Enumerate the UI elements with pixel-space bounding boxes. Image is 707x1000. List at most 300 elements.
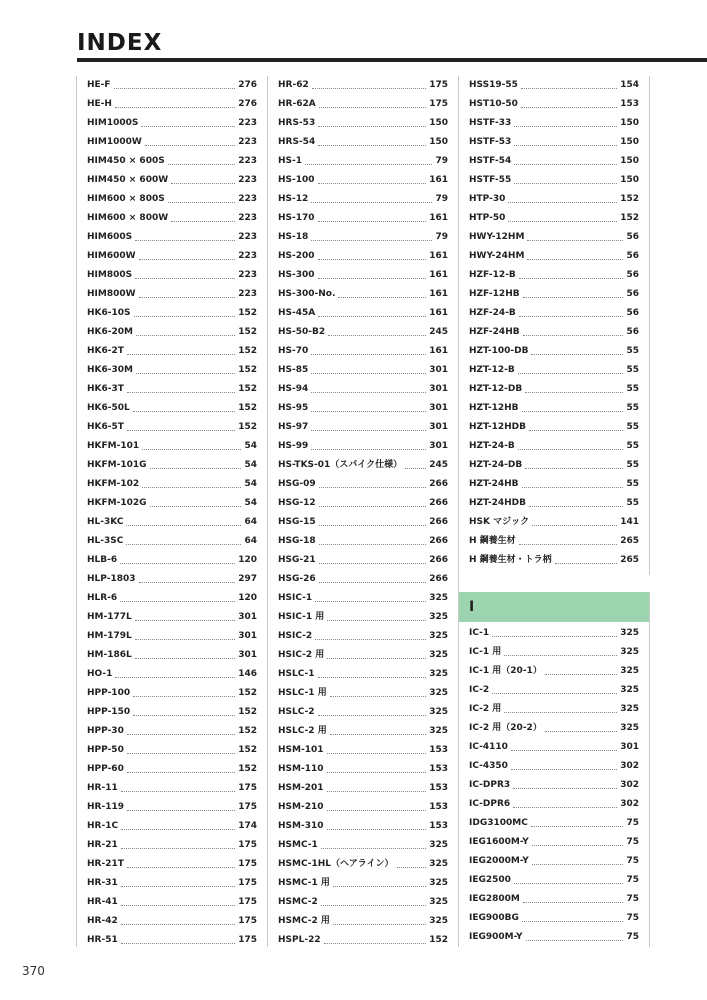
entry-name: HSK マジック — [469, 517, 530, 527]
dot-leader — [114, 88, 236, 89]
index-entry — [469, 757, 639, 776]
entry-name: HK6-50L — [87, 403, 130, 413]
entry-name: H 鋼養生材・トラ柄 — [469, 555, 552, 565]
entry-name: HPP-30 — [87, 726, 124, 736]
index-entry — [278, 342, 448, 361]
dot-leader — [136, 335, 235, 336]
entry-page-number: 175 — [429, 99, 448, 109]
index-entry — [87, 589, 257, 608]
dot-leader — [522, 411, 624, 412]
dot-leader — [127, 392, 235, 393]
index-entry — [469, 662, 639, 681]
index-entry — [469, 152, 639, 171]
dot-leader — [330, 734, 427, 735]
entry-page-number: 75 — [626, 875, 639, 885]
entry-name: HSG-21 — [278, 555, 316, 565]
entry-page-number: 223 — [238, 270, 257, 280]
entry-page-number: 55 — [626, 403, 639, 413]
entry-page-number: 56 — [626, 289, 639, 299]
entry-list — [87, 76, 257, 950]
dot-leader — [115, 677, 235, 678]
dot-leader — [318, 715, 427, 716]
entry-name: HSM-310 — [278, 821, 324, 831]
index-entry — [87, 133, 257, 152]
dot-leader — [311, 202, 432, 203]
index-entry — [278, 760, 448, 779]
dot-leader — [519, 316, 624, 317]
dot-leader — [514, 883, 624, 884]
entry-page-number: 150 — [620, 137, 639, 147]
index-entry — [87, 703, 257, 722]
entry-page-number: 55 — [626, 422, 639, 432]
index-entry — [469, 719, 639, 738]
entry-page-number: 325 — [429, 878, 448, 888]
entry-name: IC-1 用 — [469, 647, 502, 657]
dot-leader — [135, 240, 235, 241]
dot-leader — [508, 202, 617, 203]
entry-name: HR-42 — [87, 916, 118, 926]
index-entry — [278, 912, 448, 931]
dot-leader — [311, 449, 426, 450]
entry-page-number: 266 — [429, 479, 448, 489]
entry-page-number: 55 — [626, 365, 639, 375]
dot-leader — [514, 164, 617, 165]
index-entry — [469, 171, 639, 190]
entry-page-number: 152 — [238, 688, 257, 698]
entry-name: HIM600S — [87, 232, 133, 242]
entry-name: IC-1 用（20-1） — [469, 666, 542, 676]
entry-name: HKFM-102G — [87, 498, 147, 508]
dot-leader — [321, 905, 426, 906]
entry-page-number: 152 — [238, 403, 257, 413]
index-entry — [278, 418, 448, 437]
dot-leader — [121, 848, 235, 849]
index-entry — [278, 608, 448, 627]
dot-leader — [525, 392, 623, 393]
index-entry — [278, 779, 448, 798]
index-entry — [87, 817, 257, 836]
index-entry — [87, 380, 257, 399]
entry-page-number: 153 — [620, 99, 639, 109]
index-entry — [278, 76, 448, 95]
dot-leader — [311, 392, 426, 393]
entry-page-number: 223 — [238, 194, 257, 204]
entry-page-number: 152 — [238, 384, 257, 394]
entry-name: HIM450 × 600S — [87, 156, 165, 166]
entry-page-number: 153 — [429, 783, 448, 793]
entry-page-number: 325 — [429, 726, 448, 736]
index-entry — [278, 285, 448, 304]
entry-page-number: 325 — [620, 685, 639, 695]
entry-page-number: 223 — [238, 251, 257, 261]
dot-leader — [527, 259, 623, 260]
index-entry — [87, 228, 257, 247]
dot-leader — [127, 354, 235, 355]
index-entry — [469, 266, 639, 285]
entry-page-number: 175 — [238, 859, 257, 869]
index-entry — [278, 475, 448, 494]
entry-page-number: 245 — [429, 327, 448, 337]
dot-leader — [519, 544, 618, 545]
index-entry — [87, 513, 257, 532]
entry-page-number: 223 — [238, 213, 257, 223]
entry-name: HS-300 — [278, 270, 315, 280]
entry-name: HSM-101 — [278, 745, 324, 755]
entry-page-number: 325 — [429, 650, 448, 660]
entry-name: HSLC-1 用 — [278, 688, 327, 698]
index-entry — [87, 95, 257, 114]
index-entry — [87, 494, 257, 513]
index-entry — [87, 209, 257, 228]
entry-page-number: 79 — [435, 232, 448, 242]
index-entry — [278, 589, 448, 608]
entry-page-number: 152 — [238, 422, 257, 432]
index-entry — [278, 95, 448, 114]
index-entry — [469, 285, 639, 304]
dot-leader — [311, 430, 426, 431]
entry-name: HL-3KC — [87, 517, 124, 527]
entry-name: HST10-50 — [469, 99, 518, 109]
dot-leader — [511, 750, 617, 751]
entry-name: HM-179L — [87, 631, 132, 641]
dot-leader — [492, 636, 617, 637]
entry-name: HR-31 — [87, 878, 118, 888]
dot-leader — [526, 940, 624, 941]
dot-leader — [305, 164, 432, 165]
dot-leader — [529, 430, 623, 431]
entry-page-number: 174 — [238, 821, 257, 831]
entry-name: HM-186L — [87, 650, 132, 660]
index-entry — [278, 228, 448, 247]
index-entry — [278, 570, 448, 589]
entry-name: HS-70 — [278, 346, 309, 356]
dot-leader — [135, 278, 235, 279]
dot-leader — [145, 145, 235, 146]
index-entry — [87, 570, 257, 589]
entry-name: IEG2500 — [469, 875, 511, 885]
entry-page-number: 325 — [429, 840, 448, 850]
entry-name: HWY-24HM — [469, 251, 525, 261]
dot-leader — [514, 126, 617, 127]
entry-page-number: 301 — [238, 612, 257, 622]
index-entry — [87, 266, 257, 285]
dot-leader — [319, 582, 427, 583]
index-column-i-section — [458, 592, 650, 947]
index-entry — [87, 114, 257, 133]
dot-leader — [318, 126, 426, 127]
entry-name: HR-21T — [87, 859, 124, 869]
dot-leader — [319, 563, 427, 564]
index-entry — [87, 247, 257, 266]
dot-leader — [513, 807, 617, 808]
entry-page-number: 223 — [238, 232, 257, 242]
index-entry — [278, 855, 448, 874]
entry-name: HS-45A — [278, 308, 316, 318]
index-entry — [469, 342, 639, 361]
index-entry — [469, 738, 639, 757]
entry-page-number: 153 — [429, 764, 448, 774]
index-entry — [87, 893, 257, 912]
entry-page-number: 266 — [429, 574, 448, 584]
index-entry — [87, 760, 257, 779]
dot-leader — [311, 240, 432, 241]
dot-leader — [120, 563, 235, 564]
entry-name: HS-97 — [278, 422, 309, 432]
entry-page-number: 325 — [429, 859, 448, 869]
entry-page-number: 56 — [626, 251, 639, 261]
entry-name: HSIC-1 — [278, 593, 313, 603]
dot-leader — [518, 373, 624, 374]
dot-leader — [519, 278, 624, 279]
entry-name: IEG900BG — [469, 913, 519, 923]
entry-name: IDG3100MC — [469, 818, 528, 828]
entry-name: IC-2 用（20-2） — [469, 723, 542, 733]
index-entry — [278, 741, 448, 760]
entry-page-number: 75 — [626, 913, 639, 923]
entry-name: HIM800W — [87, 289, 136, 299]
entry-name: HIM600 × 800S — [87, 194, 165, 204]
entry-name: HSLC-2 — [278, 707, 315, 717]
dot-leader — [120, 601, 235, 602]
entry-page-number: 120 — [238, 593, 257, 603]
entry-page-number: 153 — [429, 745, 448, 755]
index-entry — [87, 171, 257, 190]
dot-leader — [168, 164, 236, 165]
entry-name: HR-41 — [87, 897, 118, 907]
entry-page-number: 325 — [620, 628, 639, 638]
entry-page-number: 79 — [435, 194, 448, 204]
entry-page-number: 56 — [626, 308, 639, 318]
entry-name: HWY-12HM — [469, 232, 525, 242]
entry-name: HSG-09 — [278, 479, 316, 489]
index-entry — [278, 190, 448, 209]
entry-page-number: 64 — [244, 517, 257, 527]
entry-name: HZT-12-B — [469, 365, 515, 375]
entry-page-number: 266 — [429, 536, 448, 546]
entry-page-number: 54 — [244, 479, 257, 489]
index-entry — [469, 795, 639, 814]
dot-leader — [327, 753, 427, 754]
entry-page-number: 152 — [238, 365, 257, 375]
entry-name: HRS-53 — [278, 118, 316, 128]
index-entry — [87, 342, 257, 361]
dot-leader — [150, 468, 242, 469]
dot-leader — [134, 316, 236, 317]
index-entry — [469, 551, 639, 570]
dot-leader — [126, 544, 241, 545]
dot-leader — [327, 829, 427, 830]
dot-leader — [127, 753, 235, 754]
entry-page-number: 141 — [620, 517, 639, 527]
dot-leader — [522, 487, 624, 488]
dot-leader — [142, 487, 241, 488]
dot-leader — [523, 335, 624, 336]
index-entry — [87, 684, 257, 703]
index-entry — [469, 852, 639, 871]
entry-name: HS-94 — [278, 384, 309, 394]
dot-leader — [171, 183, 235, 184]
dot-leader — [126, 525, 241, 526]
entry-name: IC-DPR6 — [469, 799, 511, 809]
entry-page-number: 152 — [238, 308, 257, 318]
entry-name: HR-1C — [87, 821, 119, 831]
entry-page-number: 266 — [429, 555, 448, 565]
entry-page-number: 325 — [620, 647, 639, 657]
index-entry — [87, 152, 257, 171]
entry-page-number: 297 — [238, 574, 257, 584]
index-entry — [278, 665, 448, 684]
dot-leader — [327, 658, 426, 659]
entry-name: HSMC-1 用 — [278, 878, 330, 888]
entry-name: HS-12 — [278, 194, 309, 204]
index-entry — [469, 833, 639, 852]
entry-page-number: 146 — [238, 669, 257, 679]
entry-page-number: 56 — [626, 232, 639, 242]
entry-page-number: 152 — [238, 745, 257, 755]
entry-page-number: 56 — [626, 270, 639, 280]
entry-name: HPP-100 — [87, 688, 131, 698]
index-entry — [278, 684, 448, 703]
entry-name: HSG-18 — [278, 536, 316, 546]
entry-name: HSTF-55 — [469, 175, 512, 185]
entry-name: HIM800S — [87, 270, 133, 280]
entry-page-number: 54 — [244, 460, 257, 470]
entry-name: HSLC-1 — [278, 669, 315, 679]
section-header-i: I — [459, 592, 649, 622]
dot-leader — [127, 734, 235, 735]
dot-leader — [514, 183, 617, 184]
dot-leader — [532, 525, 617, 526]
dot-leader — [328, 335, 426, 336]
index-entry — [278, 152, 448, 171]
entry-page-number: 150 — [620, 175, 639, 185]
dot-leader — [127, 810, 235, 811]
dot-leader — [318, 145, 426, 146]
dot-leader — [319, 544, 427, 545]
dot-leader — [139, 297, 236, 298]
entry-page-number: 276 — [238, 80, 257, 90]
entry-page-number: 152 — [238, 764, 257, 774]
entry-name: HS-50-B2 — [278, 327, 326, 337]
dot-leader — [518, 449, 624, 450]
entry-name: HO-1 — [87, 669, 113, 679]
dot-leader — [142, 449, 241, 450]
dot-leader — [508, 221, 617, 222]
dot-leader — [523, 297, 624, 298]
entry-page-number: 175 — [238, 916, 257, 926]
entry-name: HIM600W — [87, 251, 136, 261]
entry-page-number: 223 — [238, 137, 257, 147]
entry-page-number: 325 — [429, 897, 448, 907]
entry-name: HKFM-101G — [87, 460, 147, 470]
entry-page-number: 325 — [429, 669, 448, 679]
index-entry — [278, 703, 448, 722]
index-entry — [469, 114, 639, 133]
dot-leader — [397, 867, 427, 868]
entry-name: HL-3SC — [87, 536, 124, 546]
entry-name: HZF-12HB — [469, 289, 520, 299]
entry-name: HSM-110 — [278, 764, 324, 774]
entry-name: HM-177L — [87, 612, 132, 622]
index-entry — [87, 608, 257, 627]
entry-name: HSTF-54 — [469, 156, 512, 166]
index-entry — [87, 399, 257, 418]
dot-leader — [513, 788, 617, 789]
index-entry — [469, 909, 639, 928]
index-entry — [87, 874, 257, 893]
entry-page-number: 175 — [238, 897, 257, 907]
entry-name: IEG1600M-Y — [469, 837, 529, 847]
index-entry — [87, 285, 257, 304]
entry-name: HSMC-1 — [278, 840, 318, 850]
dot-leader — [127, 430, 235, 431]
entry-name: HK6-2T — [87, 346, 124, 356]
entry-page-number: 75 — [626, 856, 639, 866]
dot-leader — [327, 791, 427, 792]
index-entry — [87, 532, 257, 551]
entry-page-number: 265 — [620, 536, 639, 546]
entry-name: HLB-6 — [87, 555, 118, 565]
dot-leader — [521, 107, 617, 108]
entry-page-number: 301 — [238, 650, 257, 660]
entry-name: HTP-50 — [469, 213, 506, 223]
entry-name: H 鋼養生材 — [469, 536, 516, 546]
entry-page-number: 150 — [429, 137, 448, 147]
dot-leader — [168, 202, 236, 203]
dot-leader — [115, 107, 235, 108]
entry-name: HPP-150 — [87, 707, 131, 717]
entry-name: IEG900M-Y — [469, 932, 523, 942]
index-entry — [469, 681, 639, 700]
dot-leader — [121, 905, 235, 906]
entry-page-number: 152 — [620, 194, 639, 204]
entry-name: HS-100 — [278, 175, 315, 185]
dot-leader — [405, 468, 426, 469]
dot-leader — [521, 88, 617, 89]
entry-name: IC-DPR3 — [469, 780, 511, 790]
index-entry — [278, 627, 448, 646]
index-entry — [469, 323, 639, 342]
dot-leader — [133, 696, 235, 697]
entry-page-number: 55 — [626, 479, 639, 489]
entry-page-number: 325 — [620, 704, 639, 714]
entry-page-number: 325 — [429, 612, 448, 622]
entry-page-number: 175 — [238, 840, 257, 850]
entry-list — [278, 76, 448, 950]
dot-leader — [127, 867, 235, 868]
entry-page-number: 161 — [429, 251, 448, 261]
entry-name: HKFM-101 — [87, 441, 140, 451]
index-entry — [469, 76, 639, 95]
entry-name: HS-95 — [278, 403, 309, 413]
dot-leader — [150, 506, 242, 507]
index-entry — [87, 931, 257, 950]
index-entry — [278, 817, 448, 836]
entry-name: HSPL-22 — [278, 935, 321, 945]
index-entry — [469, 475, 639, 494]
entry-page-number: 150 — [620, 118, 639, 128]
entry-page-number: 56 — [626, 327, 639, 337]
index-entry — [469, 700, 639, 719]
dot-leader — [333, 886, 426, 887]
dot-leader — [531, 826, 624, 827]
dot-leader — [133, 411, 235, 412]
entry-page-number: 266 — [429, 517, 448, 527]
entry-name: HPP-50 — [87, 745, 124, 755]
entry-page-number: 152 — [238, 707, 257, 717]
entry-name: HZT-12-DB — [469, 384, 523, 394]
index-entry — [278, 456, 448, 475]
